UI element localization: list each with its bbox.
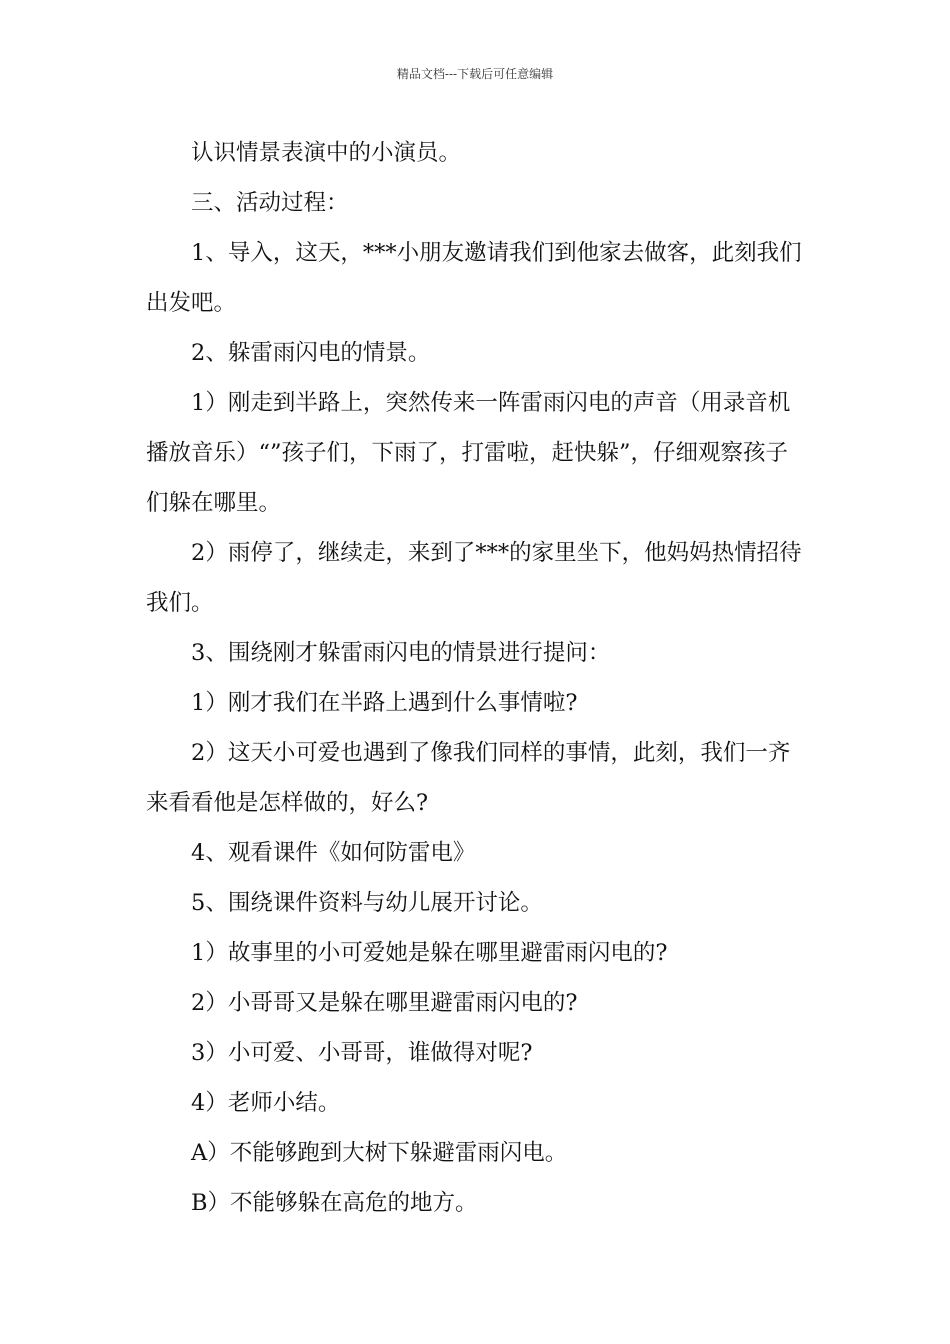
paragraph-16: A）不能够跑到大树下躲避雷雨闪电。 [191, 1140, 568, 1166]
paragraph-17: B）不能够躲在高危的地方。 [191, 1190, 478, 1216]
paragraph-15: 4）老师小结。 [191, 1090, 341, 1116]
paragraph-10: 4、观看课件《如何防雷电》 [191, 840, 476, 866]
paragraph-11: 5、围绕课件资料与幼儿展开讨论。 [191, 890, 543, 916]
document-body [146, 128, 808, 1228]
paragraph-2: 三、活动过程： [191, 190, 349, 216]
paragraph-1: 认识情景表演中的小演员。 [191, 140, 462, 166]
paragraph-14: 3）小可爱、小哥哥，谁做得对呢? [191, 1040, 533, 1066]
paragraph-13: 2）小哥哥又是躲在哪里避雷雨闪电的? [191, 990, 578, 1016]
page-header: 精品文档---下载后可任意编辑 [396, 67, 554, 81]
paragraph-9: 2）这天小可爱也遇到了像我们同样的事情，此刻，我们一齐来看看他是怎样做的，好么? [146, 740, 791, 816]
paragraph-7: 3、围绕刚才躲雷雨闪电的情景进行提问： [191, 640, 611, 666]
paragraph-4: 2、躲雷雨闪电的情景。 [191, 340, 431, 366]
paragraph-5: 1）刚走到半路上，突然传来一阵雷雨闪电的声音（用录音机播放音乐）“”孩子们，下雨了，打雷啦，赶快躲”，仔细观察孩子们躲在哪里。 [146, 390, 791, 516]
paragraph-8: 1）刚才我们在半路上遇到什么事情啦? [191, 690, 578, 716]
paragraph-12: 1）故事里的小可爱她是躲在哪里避雷雨闪电的? [191, 940, 668, 966]
paragraph-6: 2）雨停了，继续走，来到了***的家里坐下，他妈妈热情招待我们。 [146, 540, 802, 616]
paragraph-3: 1、导入，这天，***小朋友邀请我们到他家去做客，此刻我们出发吧。 [146, 240, 802, 316]
